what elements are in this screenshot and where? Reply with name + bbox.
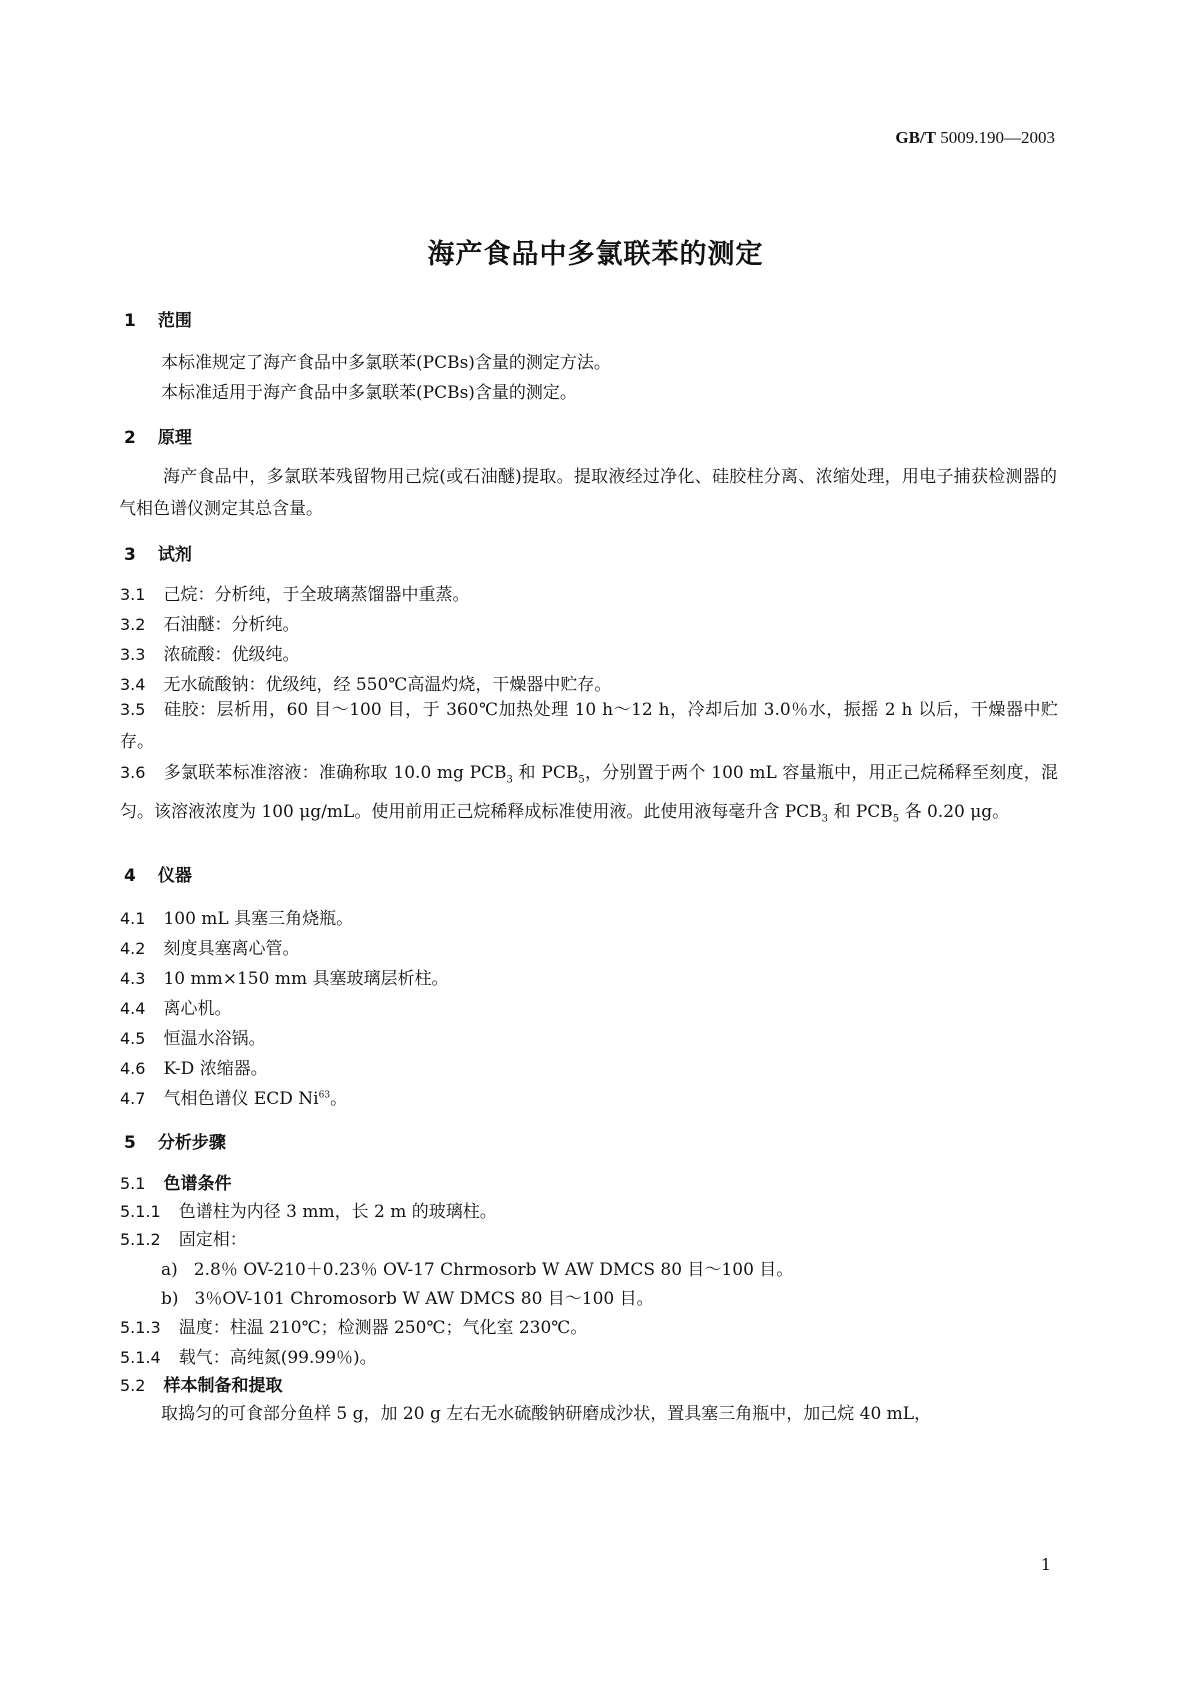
item-number: 3.1	[120, 585, 146, 604]
item-text-part: ，分别置于两个 100 mL 容量瓶中，用正己烷稀释至刻度，混匀。该溶液浓度为 100 μg/mL。使用前用正己烷稀释成标准使用液。此使用液每毫升含 PCB	[120, 763, 1058, 823]
section-heading-scope	[124, 306, 192, 331]
section-number: 3	[124, 545, 136, 565]
subsection-title: 色谱条件	[163, 1174, 232, 1194]
instrument-item	[120, 964, 448, 989]
reagent-item	[120, 610, 299, 635]
section-heading-reagents	[124, 540, 192, 565]
item-number: 4.3	[120, 969, 146, 988]
section-title: 范围	[157, 311, 192, 331]
list-label: b)	[161, 1289, 179, 1309]
instrument-item	[120, 904, 353, 929]
item-number: 4.5	[120, 1029, 146, 1048]
item-number: 3.2	[120, 615, 146, 634]
subscript: 3	[506, 774, 513, 786]
item-number: 5.1.1	[120, 1202, 161, 1221]
item-text: 2.8％ OV-210＋0.23％ OV-17 Chrmosorb W AW DMCS 80 目～100 目。	[193, 1260, 794, 1280]
subscript: 3	[821, 813, 829, 825]
instrument-item	[120, 994, 231, 1019]
item-number: 3.4	[120, 675, 146, 694]
item-number: 4.1	[120, 909, 146, 928]
item-text: K-D 浓缩器。	[163, 1059, 268, 1079]
page-number: 1	[1040, 1555, 1051, 1574]
section-heading-principle	[124, 423, 192, 448]
principle-paragraph: 海产食品中，多氯联苯残留物用己烷(或石油醚)提取。提取液经过净化、硅胶柱分离、浓缩处理，用电子捕获检测器的气相色谱仪测定其总含量。	[119, 467, 1057, 519]
item-number: 4.7	[120, 1089, 146, 1108]
section-title: 试剂	[157, 545, 192, 565]
sample-prep-text: 取捣匀的可食部分鱼样 5 g，加 20 g 左右无水硫酸钠研磨成沙状，置具塞三角瓶中，加己烷 40 mL，	[161, 1404, 932, 1424]
item-number: 5.1	[120, 1174, 146, 1193]
item-text: 己烷：分析纯，于全玻璃蒸馏器中重蒸。	[163, 585, 470, 605]
section-title: 分析步骤	[157, 1133, 226, 1153]
item-text: 气相色谱仪 ECD Ni	[163, 1089, 319, 1109]
item-text: 3％OV-101 Chromosorb W AW DMCS 80 目～100 目。	[194, 1289, 654, 1309]
analysis-item	[120, 1343, 377, 1368]
subscript: 5	[578, 774, 585, 786]
standard-prefix: GB/T	[895, 128, 936, 147]
subsection-heading	[120, 1371, 282, 1396]
item-text-tail: 。	[330, 1089, 348, 1109]
analysis-item	[120, 1313, 587, 1338]
item-text: 硅胶：层析用，60 目～100 目，于 360℃加热处理 10 h～12 h，冷却后加 3.0％水，振摇 2 h 以后，干燥器中贮存。	[120, 700, 1058, 752]
item-text: 载气：高纯氮(99.99％)。	[178, 1348, 377, 1368]
item-text-part: 各 0.20 μg。	[899, 802, 1010, 823]
reagent-item	[120, 580, 469, 605]
item-text: 离心机。	[163, 999, 232, 1019]
instrument-item	[120, 1084, 347, 1109]
section-number: 1	[124, 311, 136, 331]
reagent-item	[120, 670, 611, 695]
item-number: 5.2	[120, 1376, 146, 1395]
section-heading-instruments	[124, 861, 192, 886]
item-text-part: 和 PCB	[512, 763, 579, 783]
item-text-part: 和 PCB	[828, 802, 893, 823]
item-number: 4.6	[120, 1059, 146, 1078]
item-number: 5.1.3	[120, 1318, 161, 1337]
reagent-item	[120, 640, 299, 665]
section-number: 4	[124, 866, 136, 886]
section-title: 原理	[157, 428, 192, 448]
document-title: 海产食品中多氯联苯的测定	[427, 239, 764, 270]
item-number: 3.3	[120, 645, 146, 664]
item-text: 恒温水浴锅。	[163, 1029, 266, 1049]
phase-item	[161, 1284, 654, 1309]
item-text: 刻度具塞离心管。	[163, 939, 300, 959]
phase-item	[161, 1255, 793, 1280]
section-title: 仪器	[157, 866, 192, 886]
instrument-item	[120, 1024, 265, 1049]
item-text: 无水硫酸钠：优级纯，经 550℃高温灼烧，干燥器中贮存。	[163, 675, 612, 695]
subscript: 5	[892, 813, 900, 825]
standard-number: 5009.190—2003	[940, 128, 1055, 147]
instrument-item	[120, 934, 299, 959]
superscript: 63	[318, 1090, 331, 1101]
instrument-item	[120, 1054, 268, 1079]
item-number: 5.1.4	[120, 1348, 161, 1367]
subsection-heading	[120, 1169, 231, 1194]
section-number: 5	[124, 1133, 136, 1153]
item-number: 4.2	[120, 939, 146, 958]
item-text: 石油醚：分析纯。	[163, 615, 300, 635]
section-heading-analysis	[124, 1128, 226, 1153]
item-text: 色谱柱为内径 3 mm，长 2 m 的玻璃柱。	[178, 1202, 497, 1222]
item-text: 浓硫酸：优级纯。	[163, 645, 300, 665]
analysis-item	[120, 1197, 497, 1222]
item-text: 100 mL 具塞三角烧瓶。	[163, 909, 354, 929]
item-number: 4.4	[120, 999, 146, 1018]
subsection-title: 样本制备和提取	[163, 1376, 283, 1396]
item-number: 3.5	[120, 700, 146, 719]
standard-code	[895, 128, 1055, 148]
analysis-item	[120, 1225, 247, 1250]
item-number: 3.6	[120, 763, 146, 782]
item-number: 5.1.2	[120, 1230, 161, 1249]
item-text: 10 mm×150 mm 具塞玻璃层析柱。	[163, 969, 449, 989]
scope-line-1: 本标准规定了海产食品中多氯联苯(PCBs)含量的测定方法。	[161, 353, 611, 373]
scope-line-2: 本标准适用于海产食品中多氯联苯(PCBs)含量的测定。	[161, 383, 577, 403]
list-label: a)	[161, 1260, 178, 1280]
item-text: 温度：柱温 210℃；检测器 250℃；气化室 230℃。	[178, 1318, 588, 1338]
reagent-item-standard-solution	[120, 757, 1058, 836]
section-number: 2	[124, 428, 136, 448]
item-text-part: 多氯联苯标准溶液：准确称取 10.0 mg PCB	[163, 763, 507, 783]
item-text: 固定相：	[178, 1230, 247, 1250]
reagent-item	[120, 694, 1058, 758]
